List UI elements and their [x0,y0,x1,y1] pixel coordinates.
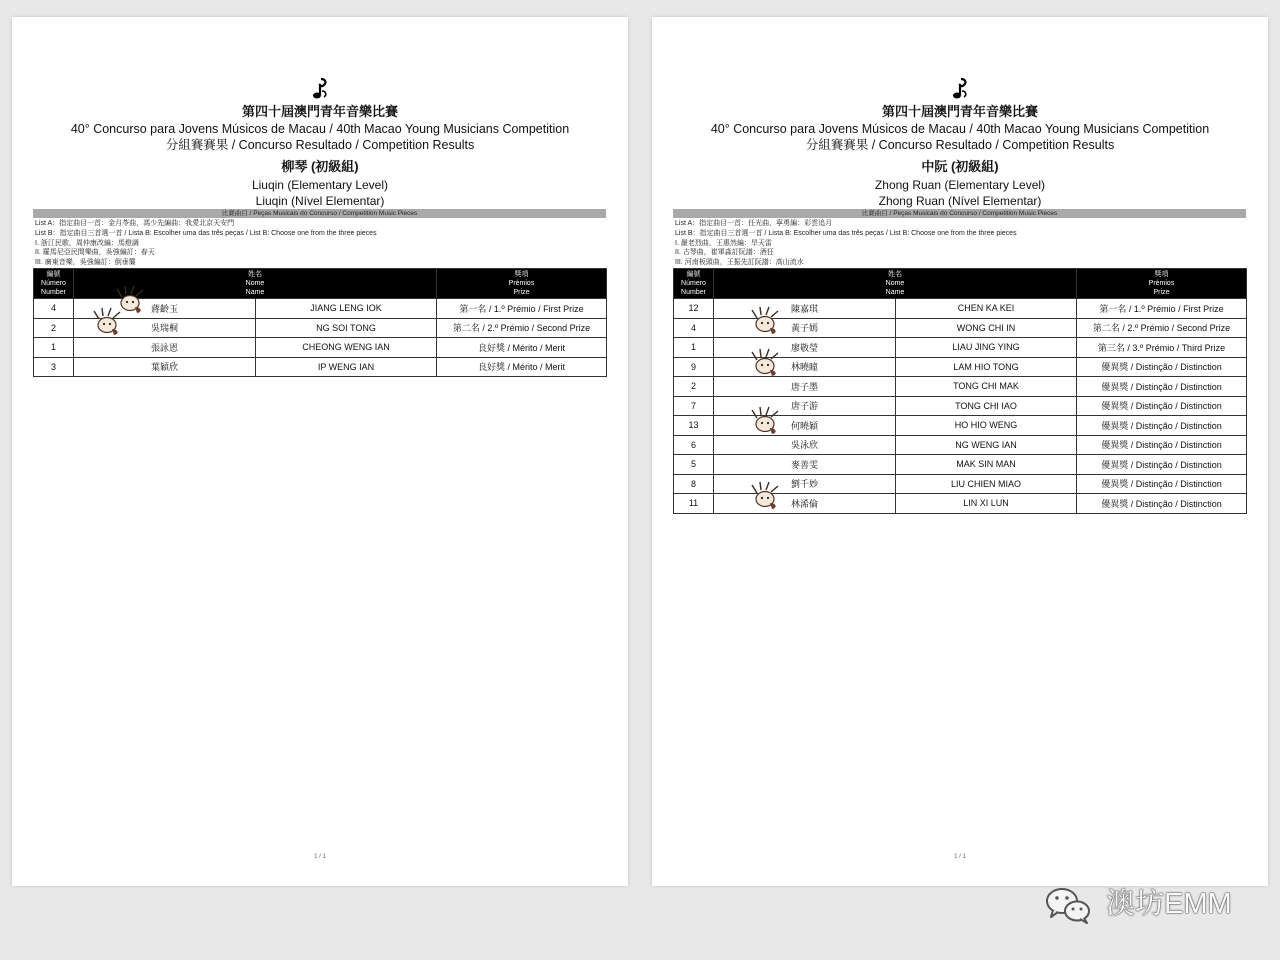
result-row [674,455,1247,475]
cell-name-zh: 蔣齡玉 [74,299,256,319]
piece-line: II. 羅馬尼亞民間樂曲，吳強編訂：春天 [35,249,155,257]
header-prize-pt: Prémios [1148,280,1175,287]
cell-name-en: JIANG LENG IOK [256,299,437,319]
cell-number: 11 [674,494,714,514]
piece-line: List A：指定曲目一首：任光曲，寧勇編：彩雲追月 [675,220,833,227]
piece-line: I. 浙江民歌，周仲康改編：馬燈調 [35,239,139,247]
cell-name-en: LIN XI LUN [896,494,1077,514]
cell-prize: 優異獎 / Distinção / Distinction [1077,396,1247,416]
header-prize [1077,269,1247,299]
watermark-text: 澳坊EMM [1106,888,1232,920]
cartoon-sticker-icon [750,481,780,511]
cell-number: 4 [34,299,74,319]
cell-prize: 優異獎 / Distinção / Distinction [1077,494,1247,514]
cell-name-en: CHEN KA KEI [896,299,1077,319]
header-prize-pt: Prémios [508,280,535,287]
competition-title-zh: 第四十屆澳門青年音樂比賽 [881,104,1038,119]
header-name-en: Name [885,289,905,296]
competition-title-full: 40° Concurso para Jovens Músicos de Macau / 40th Macao Young Musicians Competition [710,122,1210,136]
cell-name-en: NG SOI TONG [256,318,437,338]
result-row [34,338,607,358]
music-note-icon [949,77,971,101]
music-pieces-header: 比賽曲目 / Peças Musicais do Concurso / Competition Music Pieces [33,209,606,218]
header-prize-zh: 獎項 [514,271,529,278]
category-title-en: Liuqin (Elementary Level) [251,178,389,192]
cell-name-zh: 何曉穎 [714,416,896,436]
cell-number: 13 [674,416,714,436]
account-watermark [1044,884,1244,924]
results-table [673,268,1247,514]
header-prize-en: Prize [1153,289,1170,296]
cell-number: 8 [674,474,714,494]
header-name-pt: Nome [885,280,905,287]
cell-name-zh: 林浠倫 [714,494,896,514]
result-row [674,435,1247,455]
cell-name-zh: 林曉瞳 [714,357,896,377]
cell-name-en: IP WENG IAN [256,357,437,377]
cell-prize: 第二名 / 2.º Prémio / Second Prize [437,318,607,338]
piece-line: List B：指定曲目三首選一首 / Lista B: Escolher uma das três peças / List B: Choose one from the three pieces [35,229,377,237]
cell-number: 1 [674,338,714,358]
cell-prize: 第三名 / 3.º Prémio / Third Prize [1077,338,1247,358]
header-number-en: Number [41,289,66,296]
music-pieces-list [675,219,1235,268]
piece-line: List B：指定曲目三首選一首 / Lista B: Escolher uma das três peças / List B: Choose one from the three pieces [675,229,1017,237]
cell-name-zh: 陳嘉琪 [714,299,896,319]
cell-name-zh: 張詠恩 [74,338,256,358]
results-title: 分組賽賽果 / Concurso Resultado / Competition Results [805,138,1115,152]
header-prize-en: Prize [513,289,530,296]
results-table-header [674,269,1247,299]
cell-number: 5 [674,455,714,475]
header-number-pt: Número [681,280,706,287]
music-note-icon [309,77,331,101]
header-prize [437,269,607,299]
cell-prize: 優異獎 / Distinção / Distinction [1077,435,1247,455]
category-title-pt: Liuqin (Nível Elementar) [255,194,385,208]
cell-number: 2 [674,377,714,397]
cell-name-en: MAK SIN MAN [896,455,1077,475]
cell-prize: 優異獎 / Distinção / Distinction [1077,357,1247,377]
header-number [674,269,714,299]
cell-prize: 良好獎 / Mérito / Merit [437,338,607,358]
page-number: 1 / 1 [314,854,326,860]
header-prize-zh: 獎項 [1154,271,1169,278]
cartoon-sticker-icon [750,306,780,336]
piece-line: II. 古琴曲，崔軍淼訂阮譜：酒狂 [675,249,774,257]
cartoon-sticker-icon [92,307,122,337]
results-title: 分組賽賽果 / Concurso Resultado / Competition Results [165,138,475,152]
page-number: 1 / 1 [954,854,966,860]
cell-name-zh: 唐子游 [714,396,896,416]
header-name-pt: Nome [245,280,265,287]
cell-prize: 優異獎 / Distinção / Distinction [1077,377,1247,397]
category-title-zh: 柳琴 (初級組) [281,159,359,174]
cell-name-en: NG WENG IAN [896,435,1077,455]
cell-number: 1 [34,338,74,358]
cell-name-zh: 劉千妙 [714,474,896,494]
document-page-liuqin [12,17,628,886]
piece-line: I. 嚴老烈曲，王惠然編：旱天雷 [675,239,772,247]
cartoon-sticker-icon [750,348,780,378]
piece-line: List A：指定曲目一首：金月苓曲，馮少先編曲：我愛北京天安門 [35,220,235,227]
cell-prize: 第二名 / 2.º Prémio / Second Prize [1077,318,1247,338]
cell-number: 12 [674,299,714,319]
cell-number: 6 [674,435,714,455]
cell-name-en: CHEONG WENG IAN [256,338,437,358]
header-name-zh: 姓名 [888,271,902,278]
cell-prize: 優異獎 / Distinção / Distinction [1077,455,1247,475]
header-number-en: Number [681,289,706,296]
piece-line: III. 廣東音樂，吳強編訂：倒垂簾 [35,259,136,266]
cell-number: 3 [34,357,74,377]
cell-name-zh: 麥善雯 [714,455,896,475]
result-row [674,377,1247,397]
result-row [34,357,607,377]
cell-name-en: TONG CHI IAO [896,396,1077,416]
header-number [34,269,74,299]
cell-number: 9 [674,357,714,377]
header-number-pt: Número [41,280,66,287]
header-name [714,269,1077,299]
category-title-pt: Zhong Ruan (Nível Elementar) [878,194,1042,208]
music-pieces-header: 比賽曲目 / Peças Musicais do Concurso / Competition Music Pieces [673,209,1246,218]
category-title-en: Zhong Ruan (Elementary Level) [874,178,1046,192]
cell-name-zh: 葉穎欣 [74,357,256,377]
document-page-zhongruan [652,17,1268,886]
competition-title-full: 40° Concurso para Jovens Músicos de Macau / 40th Macao Young Musicians Competition [70,122,570,136]
cell-name-en: LIU CHIEN MIAO [896,474,1077,494]
cell-name-zh: 黃子嫣 [714,318,896,338]
competition-title-zh: 第四十屆澳門青年音樂比賽 [241,104,398,119]
piece-line: III. 河南板頭曲，王振先訂阮譜：高山流水 [675,259,804,266]
cell-prize: 優異獎 / Distinção / Distinction [1077,416,1247,436]
cell-number: 7 [674,396,714,416]
header-number-zh: 編號 [686,271,701,278]
music-pieces-list [35,219,595,268]
cell-name-zh: 吳泳欣 [714,435,896,455]
cell-name-en: TONG CHI MAK [896,377,1077,397]
header-name-zh: 姓名 [248,271,262,278]
cell-name-en: HO HIO WENG [896,416,1077,436]
cell-prize: 第一名 / 1.º Prémio / First Prize [437,299,607,319]
cell-prize: 優異獎 / Distinção / Distinction [1077,474,1247,494]
wechat-icon [1044,886,1092,924]
cartoon-sticker-icon [750,406,780,436]
cell-name-en: WONG CHI IN [896,318,1077,338]
cell-name-zh: 唐子墨 [714,377,896,397]
header-number-zh: 編號 [46,271,61,278]
header-name-en: Name [245,289,265,296]
category-title-zh: 中阮 (初級組) [921,159,999,174]
cell-number: 4 [674,318,714,338]
cell-name-zh: 廖敬瑩 [714,338,896,358]
cell-name-zh: 吳瑞桐 [74,318,256,338]
cell-prize: 第一名 / 1.º Prémio / First Prize [1077,299,1247,319]
cell-name-en: LAM HIO TONG [896,357,1077,377]
cell-prize: 良好獎 / Mérito / Merit [437,357,607,377]
cell-number: 2 [34,318,74,338]
cell-name-en: LIAU JING YING [896,338,1077,358]
